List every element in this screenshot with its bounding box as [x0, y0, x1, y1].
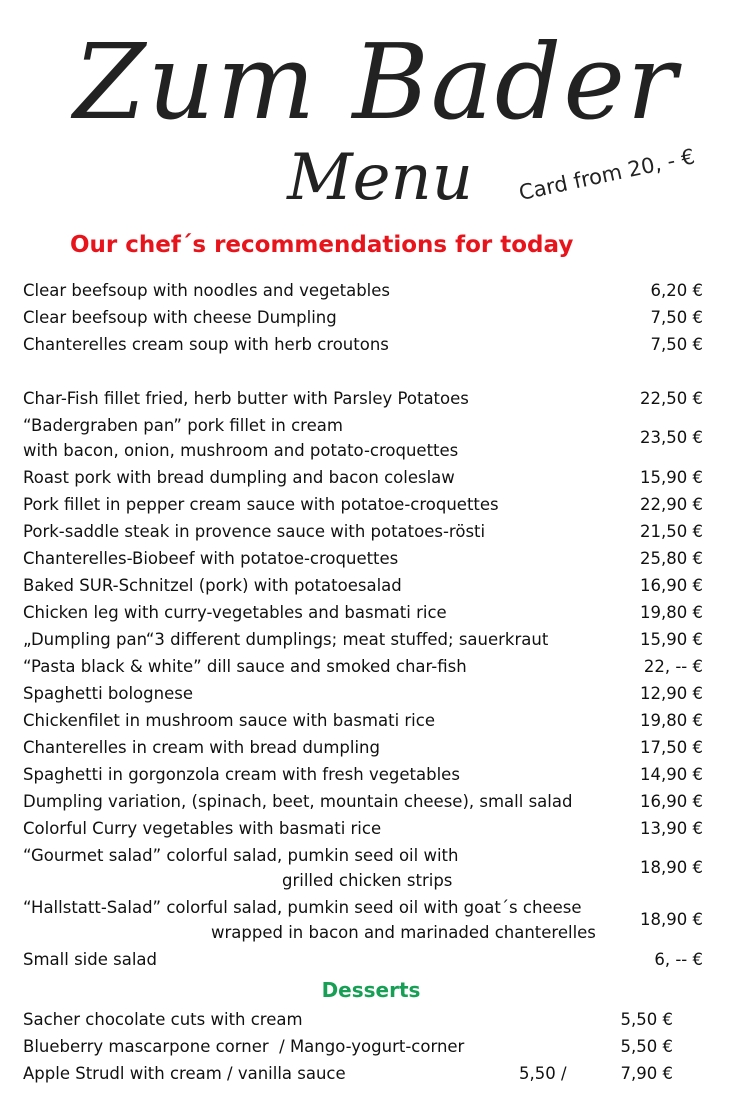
menu-item: [23, 678, 705, 705]
dish-price: 12,90 €: [640, 684, 703, 703]
dish-name: Small side salad: [23, 950, 157, 969]
dish-name-line1: “Gourmet salad” colorful salad, pumkin seed oil with: [23, 846, 459, 865]
menu-item: [23, 383, 705, 410]
dessert-name: Blueberry mascarpone corner / Mango-yogurt-corner: [23, 1037, 465, 1056]
dish-price: 21,50 €: [640, 522, 703, 541]
menu-item: [23, 944, 705, 971]
menu-item: [23, 329, 705, 356]
dish-name: Spaghetti bolognese: [23, 684, 193, 703]
menu-item: [23, 732, 705, 759]
dish-price: 13,90 €: [640, 819, 703, 838]
main-menu-list: [23, 275, 705, 971]
dish-name: Chickenfilet in mushroom sauce with basmati rice: [23, 711, 435, 730]
dessert-item: [23, 1033, 683, 1060]
dessert-price: 7,90 €: [620, 1064, 673, 1083]
dish-price: 14,90 €: [640, 765, 703, 784]
dish-price: 7,50 €: [650, 308, 703, 327]
dish-price: 15,90 €: [640, 630, 703, 649]
menu-item: [23, 892, 705, 944]
menu-item: [23, 462, 705, 489]
dish-price: 7,50 €: [650, 335, 703, 354]
dish-name: [23, 413, 458, 463]
dish-name: Pork fillet in pepper cream sauce with potatoe-croquettes: [23, 495, 499, 514]
dish-price: 22,90 €: [640, 495, 703, 514]
menu-item: [23, 570, 705, 597]
dish-name-line1: “Hallstatt-Salad” colorful salad, pumkin seed oil with goat´s cheese: [23, 898, 582, 917]
menu-item: [23, 597, 705, 624]
dish-price: 18,90 €: [640, 910, 703, 929]
menu-item: [23, 489, 705, 516]
dish-name: Pork-saddle steak in provence sauce with potatoes-rösti: [23, 522, 486, 541]
dessert-price: 5,50 €: [620, 1010, 673, 1029]
menu-item: [23, 543, 705, 570]
dish-price: 19,80 €: [640, 603, 703, 622]
dish-price: 16,90 €: [640, 576, 703, 595]
dessert-alt-price: 5,50 /: [519, 1064, 567, 1083]
dish-name: „Dumpling pan“3 different dumplings; meat stuffed; sauerkraut: [23, 630, 549, 649]
dish-name: Dumpling variation, (spinach, beet, mountain cheese), small salad: [23, 792, 573, 811]
dish-price: 16,90 €: [640, 792, 703, 811]
dish-price: 17,50 €: [640, 738, 703, 757]
menu-item: [23, 813, 705, 840]
dessert-name: Apple Strudl with cream / vanilla sauce: [23, 1064, 346, 1083]
dish-name: Chanterelles in cream with bread dumpling: [23, 738, 380, 757]
dish-name: Clear beefsoup with noodles and vegetables: [23, 281, 391, 300]
dessert-item: [23, 1006, 683, 1033]
dish-name: [23, 843, 458, 893]
dish-name: Chanterelles-Biobeef with potatoe-croquettes: [23, 549, 399, 568]
dish-price: 6, -- €: [654, 950, 703, 969]
dish-price: 18,90 €: [640, 858, 703, 877]
dish-name: Chanterelles cream soup with herb croutons: [23, 335, 389, 354]
dessert-item: [23, 1060, 683, 1087]
menu-item: [23, 275, 705, 302]
dish-name: Baked SUR-Schnitzel (pork) with potatoesalad: [23, 576, 402, 595]
menu-item: [23, 410, 705, 462]
menu-item: [23, 840, 705, 892]
menu-item: [23, 624, 705, 651]
dish-price: 22,50 €: [640, 389, 703, 408]
menu-item: [23, 651, 705, 678]
dish-price: 15,90 €: [640, 468, 703, 487]
dish-price: 23,50 €: [640, 428, 703, 447]
card-payment-note: Card from 20, - €: [516, 144, 697, 206]
dish-name: Clear beefsoup with cheese Dumpling: [23, 308, 337, 327]
dish-price: 22, -- €: [643, 657, 703, 676]
recommendations-heading: Our chef´s recommendations for today: [70, 232, 574, 258]
dish-price: 25,80 €: [640, 549, 703, 568]
desserts-list: [23, 1006, 683, 1087]
desserts-heading: Desserts: [321, 978, 421, 1002]
menu-item: [23, 302, 705, 329]
dish-price: 19,80 €: [640, 711, 703, 730]
dish-name: Roast pork with bread dumpling and bacon coleslaw: [23, 468, 455, 487]
dessert-name: Sacher chocolate cuts with cream: [23, 1010, 303, 1029]
dish-name: Char-Fish fillet fried, herb butter with Parsley Potatoes: [23, 389, 469, 408]
menu-item: [23, 786, 705, 813]
menu-item: [23, 759, 705, 786]
dish-name: “Pasta black & white” dill sauce and smoked char-fish: [23, 657, 467, 676]
dish-name: Spaghetti in gorgonzola cream with fresh vegetables: [23, 765, 460, 784]
dessert-price: 5,50 €: [620, 1037, 673, 1056]
dish-price: 6,20 €: [650, 281, 703, 300]
menu-item: [23, 705, 705, 732]
dish-name: Chicken leg with curry-vegetables and basmati rice: [23, 603, 447, 622]
dish-name-line2: with bacon, onion, mushroom and potato-croquettes: [23, 441, 459, 460]
dish-name: Colorful Curry vegetables with basmati rice: [23, 819, 382, 838]
dish-name-line2: grilled chicken strips: [282, 871, 453, 890]
menu-item: [23, 516, 705, 543]
dish-name-line1: “Badergraben pan” pork fillet in cream: [23, 416, 343, 435]
restaurant-title: Zum Bader: [73, 21, 679, 143]
dish-name: [23, 895, 596, 945]
dish-name-line2: wrapped in bacon and marinaded chanterelles: [211, 923, 596, 942]
menu-subtitle: Menu: [287, 141, 473, 215]
